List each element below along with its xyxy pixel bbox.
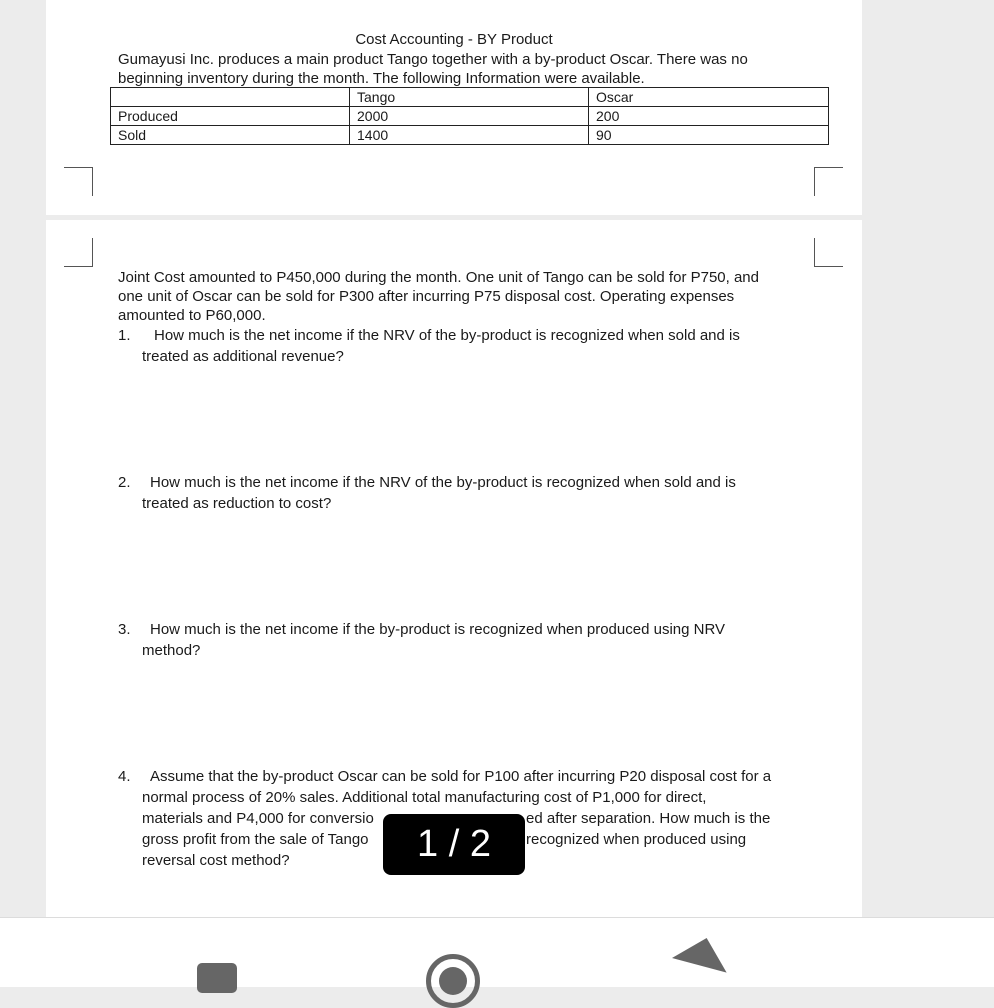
question-4-line-3a: materials and P4,000 for conversio (142, 810, 374, 827)
question-number: 1. (118, 327, 131, 344)
question-number: 2. (118, 474, 131, 491)
table-row (111, 107, 829, 126)
crop-mark (814, 167, 843, 196)
question-4-line-5: reversal cost method? (142, 852, 290, 869)
home-icon[interactable] (426, 954, 480, 1008)
question-number: 4. (118, 768, 131, 785)
joint-cost-line-3: amounted to P60,000. (118, 307, 266, 324)
table-header-cell: Oscar (589, 88, 829, 107)
intro-line-1: Gumayusi Inc. produces a main product Tango together with a by-product Oscar. There was no (118, 51, 748, 68)
question-text: How much is the net income if the NRV of the by-product is recognized when sold and is (150, 474, 736, 491)
joint-cost-line-2: one unit of Oscar can be sold for P300 after incurring P75 disposal cost. Operating expenses (118, 288, 735, 305)
question-4-line-4a: gross profit from the sale of Tango (142, 831, 369, 848)
document-title: Cost Accounting - BY Product (355, 31, 553, 48)
question-text: Assume that the by-product Oscar can be sold for P100 after incurring P20 disposal cost for a (150, 768, 772, 785)
table-header-cell (111, 88, 350, 107)
back-icon[interactable] (672, 938, 727, 993)
table-row (111, 126, 829, 145)
table-header-cell: Tango (350, 88, 589, 107)
question-1 (118, 326, 740, 345)
page-indicator: 1 / 2 (383, 814, 525, 875)
question-number: 3. (118, 621, 131, 638)
navigation-bar (0, 917, 994, 987)
intro-line-2: beginning inventory during the month. The following Information were available. (118, 70, 645, 87)
production-table (110, 87, 829, 145)
crop-mark (64, 238, 93, 267)
question-4-line-3b: ed after separation. How much is the (526, 810, 771, 827)
crop-mark (64, 167, 93, 196)
question-2-continued: treated as reduction to cost? (142, 495, 332, 512)
question-1-continued: treated as additional revenue? (142, 348, 344, 365)
table-cell: 90 (589, 126, 829, 145)
table-header-row (111, 88, 829, 107)
question-4 (118, 767, 771, 786)
document-page-2 (46, 220, 862, 917)
question-3-continued: method? (142, 642, 201, 659)
table-cell: 2000 (350, 107, 589, 126)
crop-mark (814, 238, 843, 267)
table-cell: Produced (111, 107, 350, 126)
recents-icon[interactable] (197, 963, 237, 993)
table-cell: Sold (111, 126, 350, 145)
table-cell: 1400 (350, 126, 589, 145)
question-4-line-2: normal process of 20% sales. Additional total manufacturing cost of P1,000 for direct, (142, 789, 707, 806)
question-2 (118, 473, 736, 492)
question-4-line-4b: recognized when produced using (526, 831, 747, 848)
joint-cost-line-1: Joint Cost amounted to P450,000 during the month. One unit of Tango can be sold for P750, and (118, 269, 759, 286)
question-text: How much is the net income if the NRV of the by-product is recognized when sold and is (154, 327, 740, 344)
table-cell: 200 (589, 107, 829, 126)
question-text: How much is the net income if the by-product is recognized when produced using NRV (150, 621, 726, 638)
document-page-1 (46, 0, 862, 215)
question-3 (118, 620, 725, 639)
